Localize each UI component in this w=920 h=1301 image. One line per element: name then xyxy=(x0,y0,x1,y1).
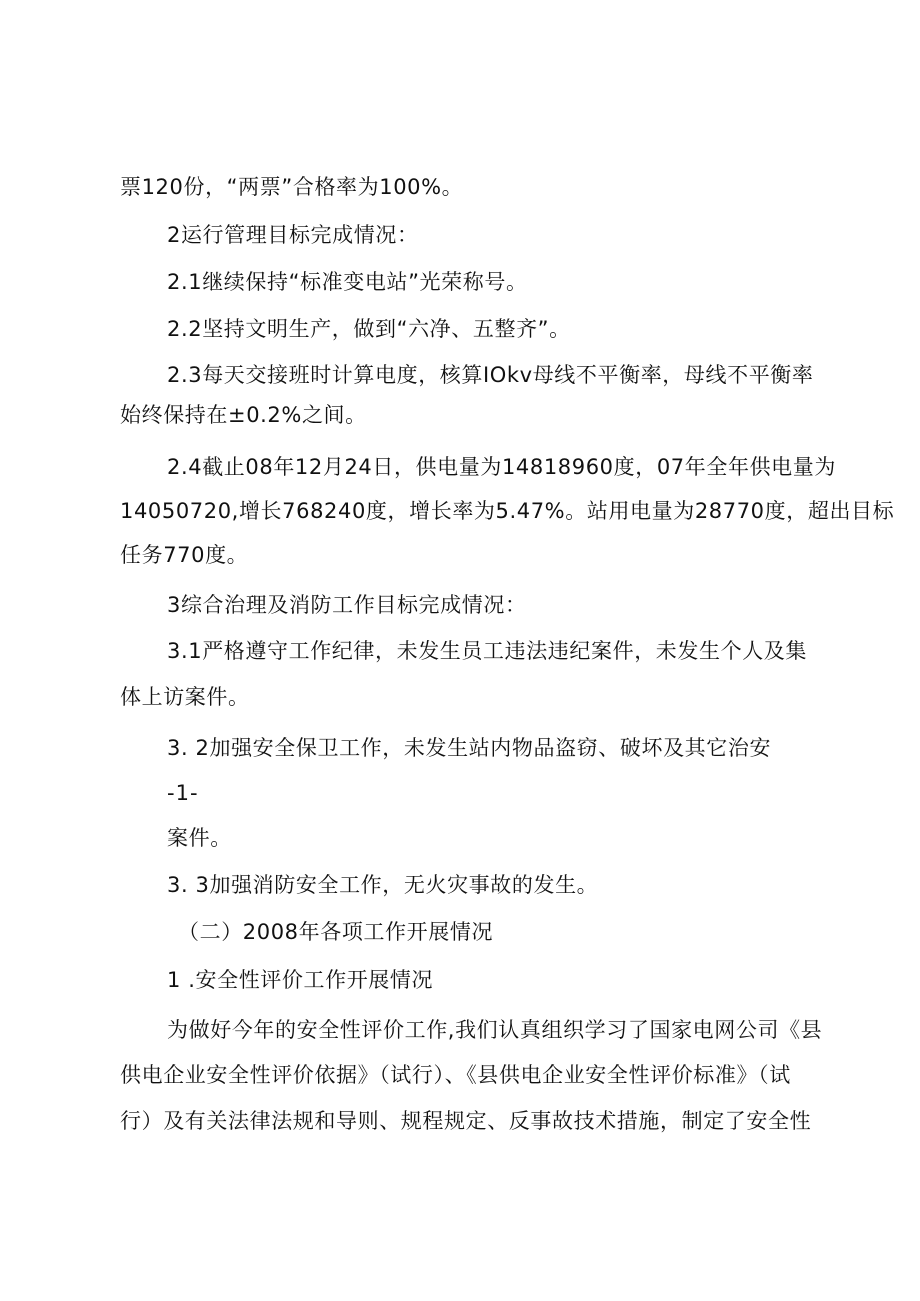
text-line: 2.1继续保持“标准变电站”光荣称号。 xyxy=(167,270,528,294)
text-line: 2.2坚持文明生产，做到“六净、五整齐”。 xyxy=(167,317,571,341)
text-line: 3. 2加强安全保卫工作，未发生站内物品盗窃、破坏及其它治安 xyxy=(167,736,772,760)
section-heading: 3综合治理及消防工作目标完成情况： xyxy=(167,593,527,617)
text-line: 为做好今年的安全性评价工作,我们认真组织学习了国家电网公司《县 xyxy=(167,1018,823,1042)
page-number: -1- xyxy=(167,781,199,805)
text-line: 供电企业安全性评价依据》（试行）、《县供电企业安全性评价标准》（试 xyxy=(120,1063,791,1087)
text-line: 2.3每天交接班时计算电度，核算IOkv母线不平衡率，母线不平衡率 xyxy=(167,363,814,387)
section-heading: （二）2008年各项工作开展情况 xyxy=(178,920,494,944)
section-heading: 2运行管理目标完成情况： xyxy=(167,223,419,247)
text-line: 始终保持在±0.2%之间。 xyxy=(120,403,367,427)
text-line: 3.1严格遵守工作纪律，未发生员工违法违纪案件，未发生个人及集 xyxy=(167,639,807,663)
text-line: 14050720,增长768240度，增长率为5.47%。站用电量为28770度，超出目标 xyxy=(120,499,895,523)
text-line: 行）及有关法律法规和导则、规程规定、反事故技术措施，制定了安全性 xyxy=(120,1109,812,1133)
text-line: 2.4截止08年12月24日，供电量为14818960度，07年全年供电量为 xyxy=(167,455,836,479)
text-line: 3. 3加强消防安全工作，无火灾事故的发生。 xyxy=(167,873,599,897)
text-line: 案件。 xyxy=(167,826,232,850)
text-line: 票120份，“两票”合格率为100%。 xyxy=(120,175,464,199)
text-line: 体上访案件。 xyxy=(120,685,250,709)
section-heading: 1 .安全性评价工作开展情况 xyxy=(167,968,434,992)
text-line: 任务770度。 xyxy=(120,543,249,567)
